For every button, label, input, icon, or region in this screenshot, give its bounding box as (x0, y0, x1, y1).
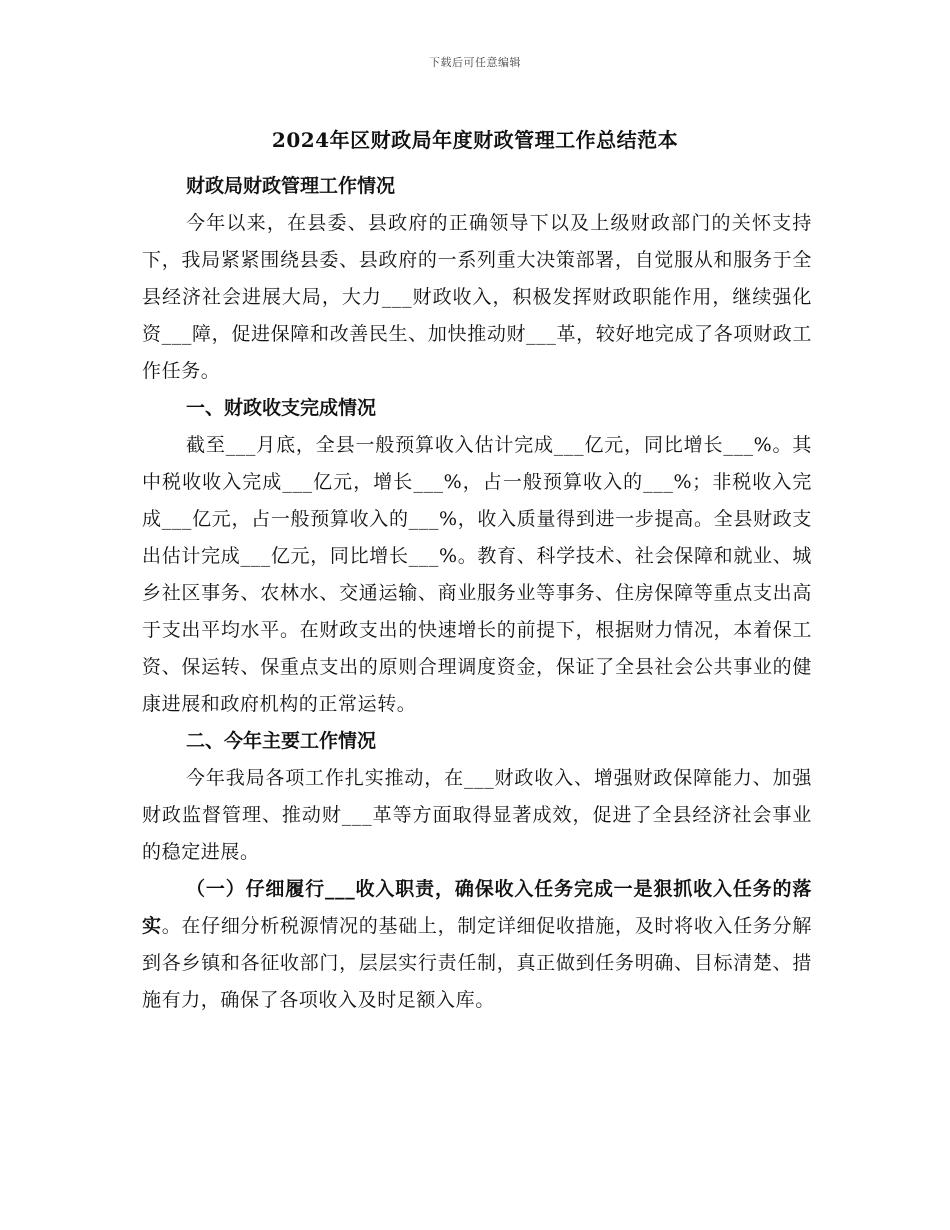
paragraph-1: 截至___月底，全县一般预算收入估计完成___亿元，同比增长___%。其中税收收入完成___亿元，增长___%，占一般预算收入的___%；非税收入完成___亿元，占一般预算收入的___%，收入质量得到进一步提高。全县财政支出估计完成___亿元，同比增长___%。教育、科学技术、社会保障和就业、城乡社区事务、农林水、交通运输、商业服务业等事务、住房保障等重点支出高于支出平均水平。在财政支出的快速增长的前提下，根据财力情况，本着保工资、保运转、保重点支出的原则合理调度资金，保证了全县社会公共事业的健康进展和政府机构的正常运转。 (142, 434, 812, 715)
paragraph-3-bold: （一）仔细履行___收入职责，确保收入任务完成一是狠抓收入任务的落实 (142, 878, 812, 937)
document-body (142, 168, 812, 1019)
section-heading-2: 二、今年主要工作情况 (186, 730, 377, 752)
document-title: 2024年区财政局年度财政管理工作总结范本 (271, 128, 679, 152)
paragraph-intro: 今年以来，在县委、县政府的正确领导下以及上级财政部门的关怀支持下，我局紧紧围绕县委、县政府的一系列重大决策部署，自觉服从和服务于全县经济社会进展大局，大力___财政收入，积极发挥财政职能作用，继续强化资___障，促进保障和改善民生、加快推动财___革，较好地完成了各项财政工作任务。 (142, 212, 812, 382)
header-note: 下载后可任意编辑 (429, 56, 521, 69)
paragraph-3 (142, 871, 812, 1019)
paragraph-2: 今年我局各项工作扎实推动，在___财政收入、增强财政保障能力、加强财政监督管理、推动财___革等方面取得显著成效，促进了全县经济社会事业的稳定进展。 (142, 767, 812, 863)
section-heading-main: 财政局财政管理工作情况 (186, 175, 396, 197)
section-heading-1: 一、财政收支完成情况 (186, 397, 377, 419)
paragraph-3-rest: 。在仔细分析税源情况的基础上，制定详细促收措施，及时将收入任务分解到各乡镇和各征收部门，层层实行责任制，真正做到任务明确、目标清楚、措施有力，确保了各项收入及时足额入库。 (142, 915, 812, 1011)
